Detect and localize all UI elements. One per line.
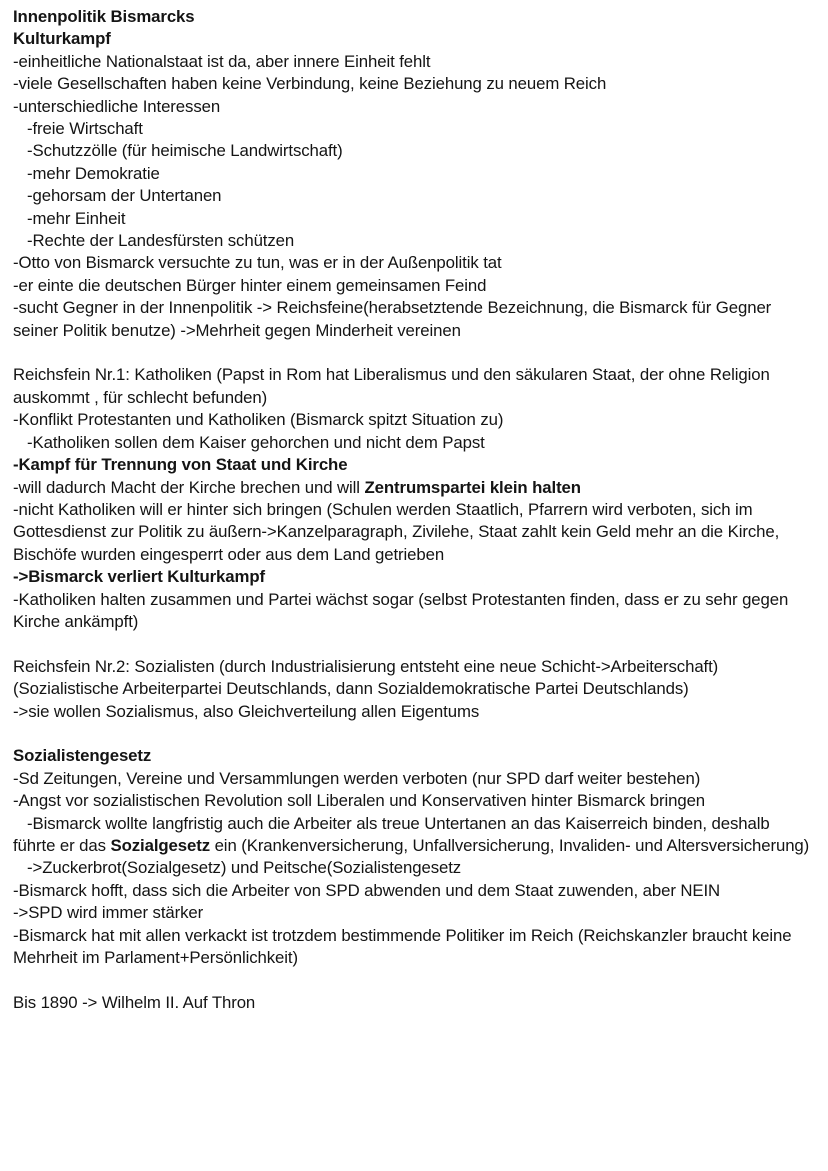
text-line: -Sd Zeitungen, Vereine und Versammlungen werden verboten (nur SPD darf weiter bestehen) — [13, 768, 701, 788]
bold-line-verliert: ->Bismarck verliert Kulturkampf — [13, 567, 265, 587]
section-heading-sozialistengesetz: Sozialistengesetz — [13, 746, 152, 766]
text-paragraph — [13, 813, 816, 858]
text-line: -Angst vor sozialistischen Revolution soll Liberalen und Konservativen hinter Bismarck bringen — [13, 791, 706, 811]
reichsfein-1-intro: Reichsfein Nr.1: Katholiken (Papst in Rom hat Liberalismus und den säkularen Staat, der ohne Religion auskommt , für schlecht befunden) — [13, 365, 770, 407]
text-fragment: -Bismarck wollte langfristig auch die Arbeiter als treue Untertanen an das Kaiserreich binden, deshalb führte er das — [13, 813, 770, 855]
text-line: -er einte die deutschen Bürger hinter einem gemeinsamen Feind — [13, 275, 487, 295]
text-line: (Sozialistische Arbeiterpartei Deutschlands, dann Sozialdemokratische Partei Deutschlands) — [13, 679, 689, 699]
text-line: -viele Gesellschaften haben keine Verbindung, keine Beziehung zu neuem Reich — [13, 74, 607, 94]
text-line: -einheitliche Nationalstaat ist da, aber innere Einheit fehlt — [13, 51, 431, 71]
text-paragraph: -sucht Gegner in der Innenpolitik -> Reichsfeine(herabsetztende Bezeichnung, die Bismarck für Gegner seiner Politik benutze) ->Mehrheit gegen Minderheit vereinen — [13, 298, 772, 340]
bold-phrase-zentrumspartei: Zentrumspartei klein halten — [364, 477, 581, 497]
interest-item: -mehr Demokratie — [27, 163, 160, 183]
text-paragraph: -nicht Katholiken will er hinter sich bringen (Schulen werden Staatlich, Pfarrern wird verboten, sich im Gottesdienst zur Politik zu äußern->Kanzelparagraph, Zivilehe, Staat zahlt kein Geld mehr an die Kirche, Bischöfe wurden eingesperrt oder aus dem Land getrieben — [13, 499, 780, 564]
reichsfein-2-intro: Reichsfein Nr.2: Sozialisten (durch Industrialisierung entsteht eine neue Schicht->Arbeiterschaft) — [13, 656, 719, 676]
text-line: -Otto von Bismarck versuchte zu tun, was er in der Außenpolitik tat — [13, 253, 502, 273]
text-paragraph: -Katholiken halten zusammen und Partei wächst sogar (selbst Protestanten finden, dass er zu sehr gegen Kirche ankämpft) — [13, 589, 789, 631]
text-line: -Konflikt Protestanten und Katholiken (Bismarck spitzt Situation zu) — [13, 410, 504, 430]
text-line — [13, 477, 816, 499]
blank-line — [13, 969, 816, 991]
blank-line — [13, 723, 816, 745]
text-line: ->Zuckerbrot(Sozialgesetz) und Peitsche(Sozialistengesetz — [27, 858, 462, 878]
text-line: ->sie wollen Sozialismus, also Gleichverteilung allen Eigentums — [13, 701, 480, 721]
interest-item: -Schutzzölle (für heimische Landwirtschaft) — [27, 141, 343, 161]
interest-item: -mehr Einheit — [27, 208, 126, 228]
bold-line-kampf: -Kampf für Trennung von Staat und Kirche — [13, 455, 348, 475]
text-fragment: -will dadurch Macht der Kirche brechen und will — [13, 477, 365, 497]
interest-item: -gehorsam der Untertanen — [27, 186, 222, 206]
text-fragment: ein (Krankenversicherung, Unfallversicherung, Invaliden- und Altersversicherung) — [210, 835, 810, 855]
text-line: ->SPD wird immer stärker — [13, 903, 204, 923]
interest-item: -Rechte der Landesfürsten schützen — [27, 231, 295, 251]
closing-line: Bis 1890 -> Wilhelm II. Auf Thron — [13, 992, 256, 1012]
section-heading-kulturkampf: Kulturkampf — [13, 29, 111, 49]
text-line: -unterschiedliche Interessen — [13, 96, 221, 116]
blank-line — [13, 633, 816, 655]
text-line: -Bismarck hofft, dass sich die Arbeiter von SPD abwenden und dem Staat zuwenden, aber NEIN — [13, 880, 721, 900]
document-title: Innenpolitik Bismarcks — [13, 7, 195, 26]
blank-line — [13, 342, 816, 364]
bold-phrase-sozialgesetz: Sozialgesetz — [110, 835, 211, 855]
text-line: -Katholiken sollen dem Kaiser gehorchen und nicht dem Papst — [27, 432, 485, 452]
text-paragraph: -Bismarck hat mit allen verkackt ist trotzdem bestimmende Politiker im Reich (Reichskanzler braucht keine Mehrheit im Parlament+Persönlichkeit) — [13, 925, 792, 968]
interest-item: -freie Wirtschaft — [27, 119, 143, 139]
